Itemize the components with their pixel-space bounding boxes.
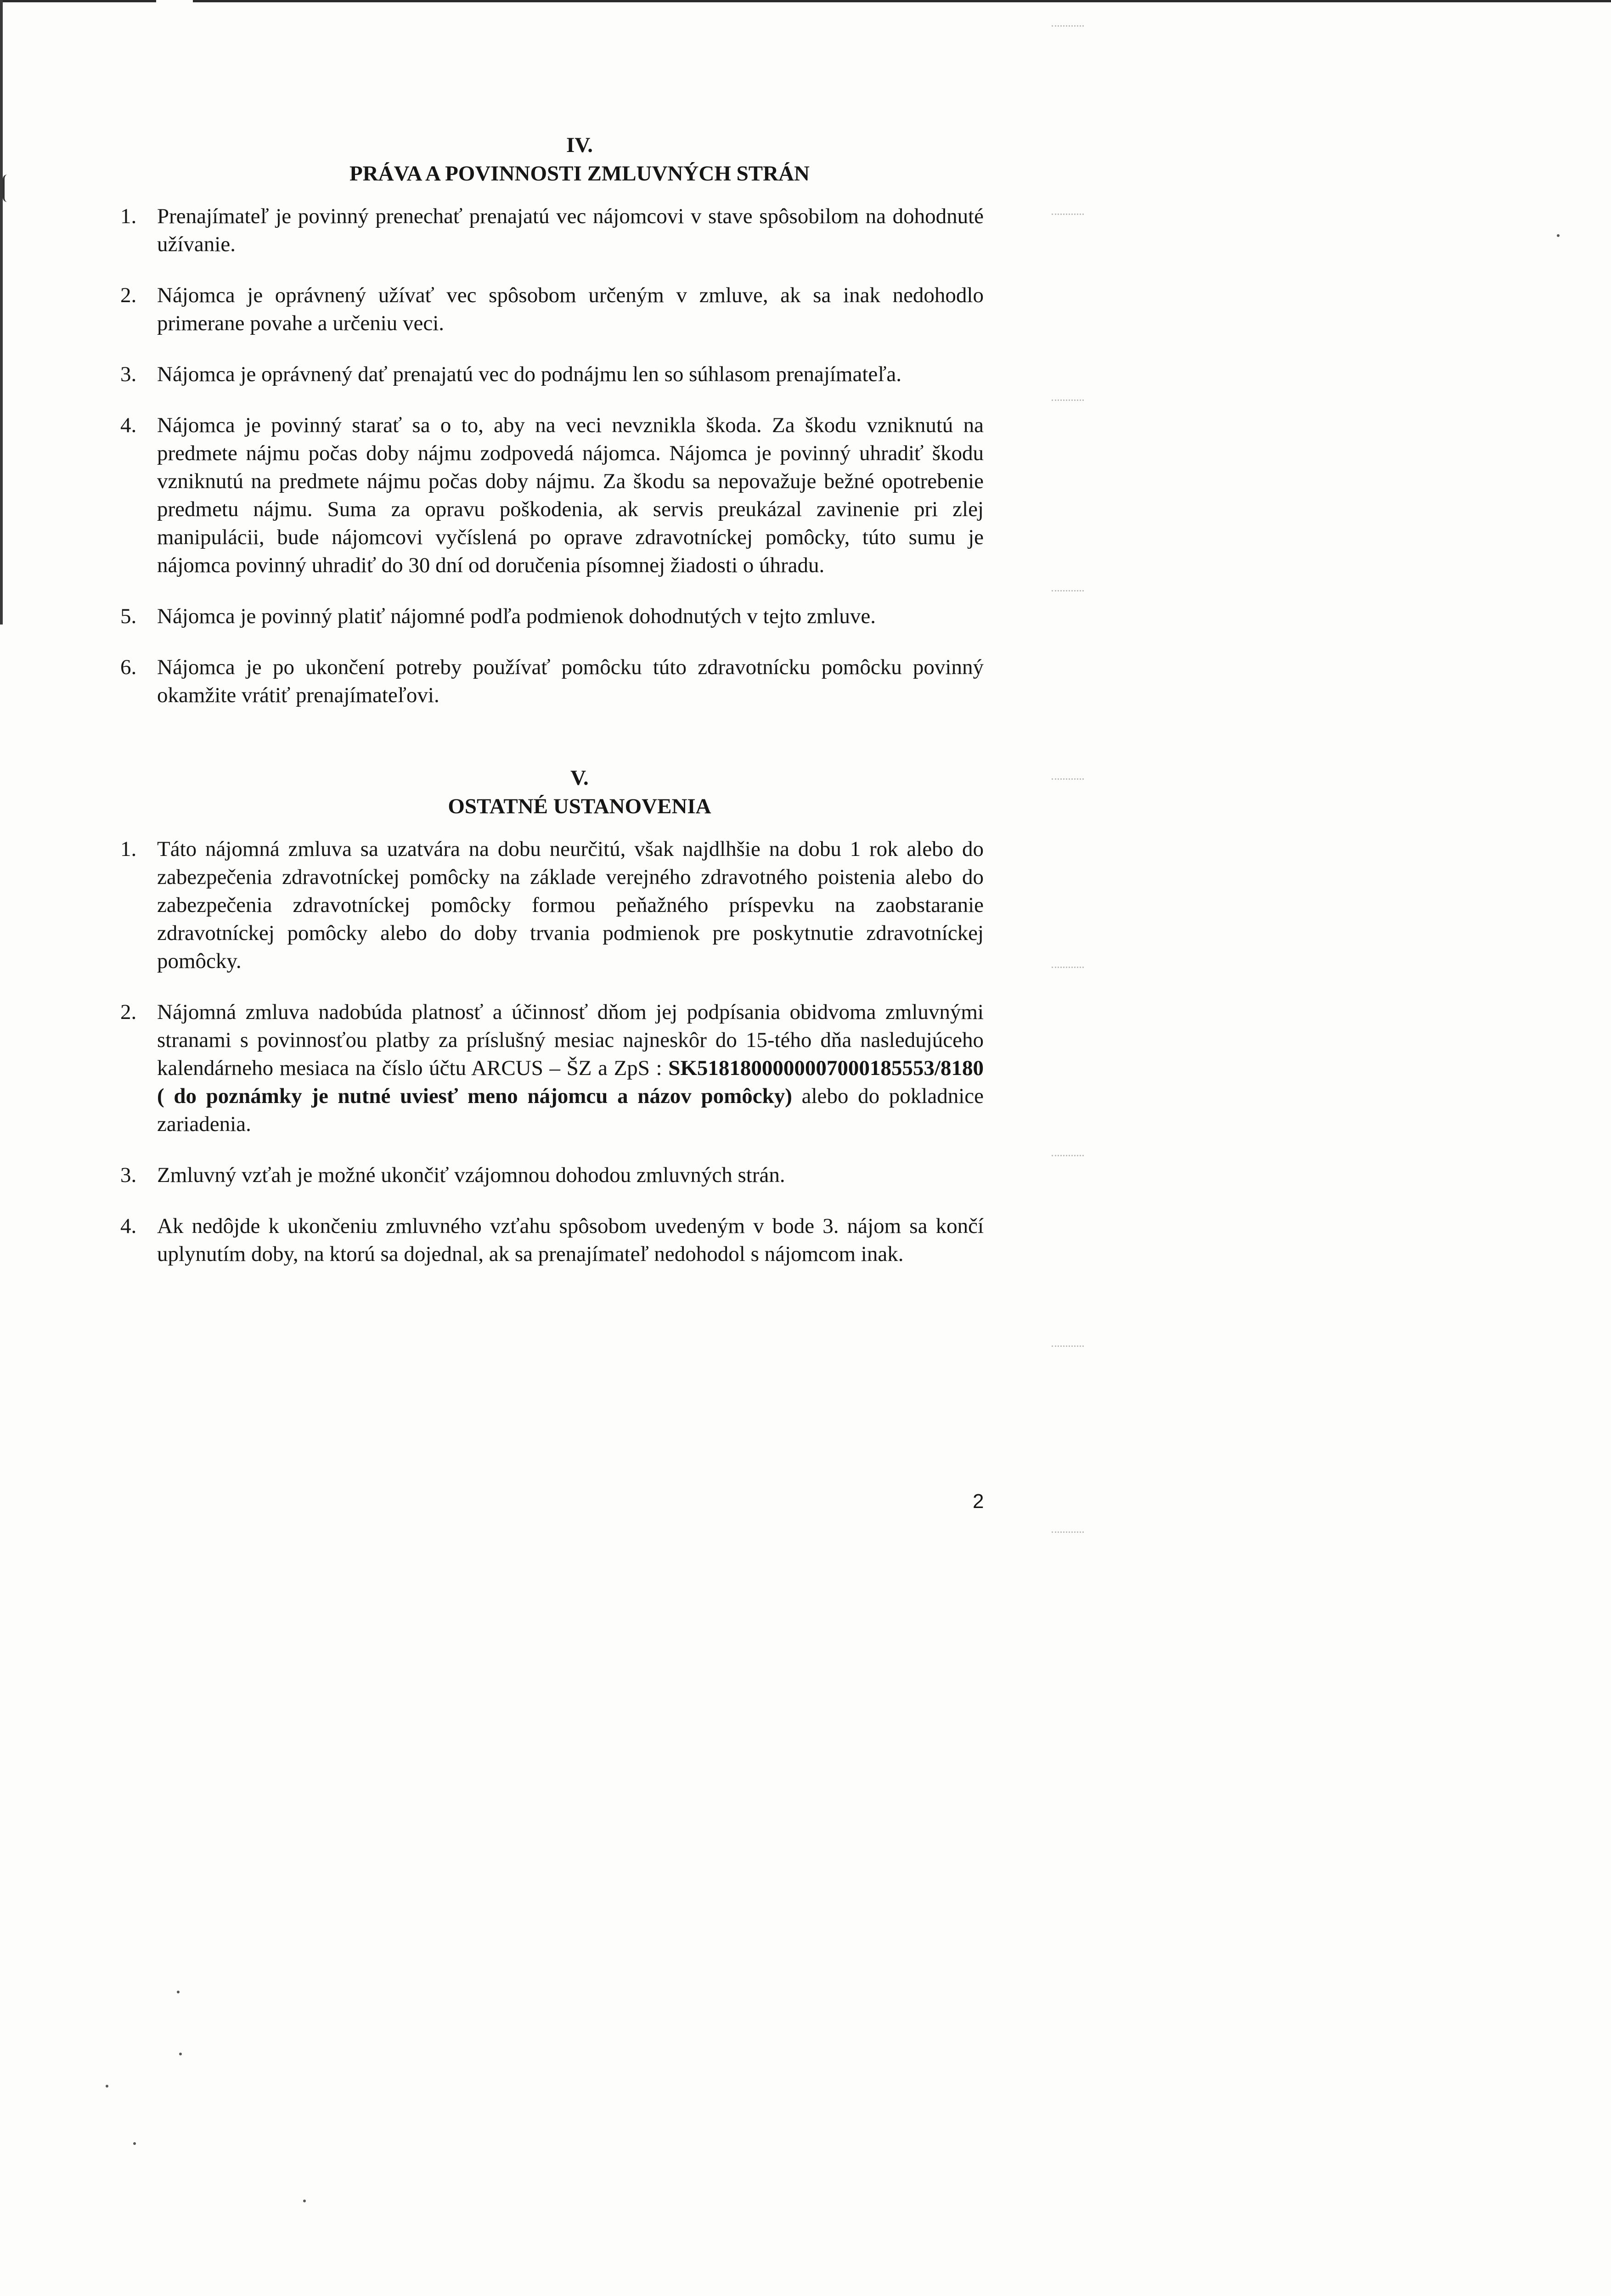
clause [120, 411, 984, 580]
scan-speck [1052, 967, 1084, 971]
scan-speck [1052, 778, 1084, 782]
scan-speck [1052, 400, 1084, 404]
clause [120, 203, 984, 259]
scan-dot [177, 1991, 180, 1993]
scan-top-border [0, 0, 1611, 2]
scan-speck [1052, 1345, 1084, 1350]
clause-text: Nájomca je povinný starať sa o to, aby na veci nevznikla škoda. Za škodu vzniknutú na predmete nájmu počas doby nájmu zodpovedá nájomca. Nájomca je povinný uhradiť škodu vzniknutú na predmete nájmu počas doby nájmu. Za škodu sa nepovažuje bežné opotrebenie predmetu nájmu. Suma za opravu poškodenia, ak servis preukázal zavinenie pri zlej manipulácii, bude nájomcovi vyčíslená po oprave zdravotníckej pomôcky, túto sumu je nájomca povinný uhradiť do 30 dní od doručenia písomnej žiadosti o úhradu. [157, 413, 984, 577]
clause-text: Prenajímateľ je povinný prenechať prenajatú vec nájomcovi v stave spôsobilom na dohodnuté užívanie. [157, 204, 984, 256]
scan-dot [179, 2053, 182, 2055]
clause-text: Nájomca je oprávnený dať prenajatú vec do podnájmu len so súhlasom prenajímateľa. [157, 362, 901, 386]
section-iv [120, 131, 984, 709]
clause-text: Nájomná zmluva nadobúda platnosť a účinnosť dňom jej podpísania obidvoma zmluvnými stranami s povinnosťou platby za príslušný mesiac najneskôr do 15-tého dňa nasledujúceho kalendárneho mesiaca na číslo účtu ARCUS – ŠZ a ZpS : [157, 1000, 984, 1080]
clause [120, 281, 984, 338]
clause-number: 6. [120, 655, 137, 679]
clause-number: 4. [120, 413, 137, 437]
section-v-heading [120, 764, 984, 821]
scan-speck [1052, 214, 1084, 218]
scan-speck [1052, 1155, 1084, 1159]
clause-number: 3. [120, 362, 137, 386]
clause-number: 2. [120, 1000, 137, 1024]
scan-dot [133, 2142, 136, 2145]
clause-text: Nájomca je po ukončení potreby používať pomôcku túto zdravotnícku pomôcku povinný okamžite vrátiť prenajímateľovi. [157, 655, 984, 707]
clause [120, 653, 984, 709]
section-title: OSTATNÉ USTANOVENIA [448, 794, 711, 818]
section-iv-heading [120, 131, 984, 188]
clause [120, 1161, 984, 1189]
clause-text-end: alebo do pokladnice zariadenia. [157, 1084, 984, 1136]
clause-number: 4. [120, 1214, 137, 1238]
scan-left-edge [0, 0, 3, 625]
scan-speck [1052, 590, 1084, 594]
section-number: IV. [566, 133, 593, 157]
clause-number: 1. [120, 837, 137, 861]
clause [120, 360, 984, 388]
document-page [120, 131, 984, 1291]
section-iv-items [120, 203, 984, 709]
clause-number: 3. [120, 1163, 137, 1187]
clause-text: Táto nájomná zmluva sa uzatvára na dobu neurčitú, však najdlhšie na dobu 1 rok alebo do zabezpečenia zdravotníckej pomôcky na základe verejného zdravotného poistenia alebo do zabezpečenia zdravotníckej pomôcky formou peňažného príspevku na zaobstaranie zdravotníckej pomôcky alebo do doby trvania podmienok pre poskytnutie zdravotníckej pomôcky. [157, 837, 984, 973]
clause [120, 835, 984, 975]
scan-dot [303, 2200, 306, 2202]
scan-dot [1557, 234, 1560, 237]
section-v [120, 764, 984, 1268]
clause-number: 1. [120, 204, 137, 228]
section-v-items [120, 835, 984, 1268]
scan-top-border-gap [156, 0, 193, 2]
section-number: V. [570, 766, 589, 790]
clause-text: Nájomca je povinný platiť nájomné podľa podmienok dohodnutých v tejto zmluve. [157, 604, 876, 628]
page-number: 2 [973, 1490, 984, 1513]
bank-account-note: SK5181800000007000185553/8180 ( do poznámky je nutné uviesť meno nájomcu a názov pomôcky) [157, 1056, 984, 1108]
scan-dot [106, 2085, 108, 2088]
scan-left-curl [3, 174, 9, 202]
scan-speck [1052, 1531, 1084, 1536]
clause-number: 2. [120, 283, 137, 307]
clause-text: Nájomca je oprávnený užívať vec spôsobom určeným v zmluve, ak sa inak nedohodlo primerane povahe a určeniu veci. [157, 283, 984, 335]
scan-speck [1052, 25, 1084, 29]
clause-number: 5. [120, 604, 137, 628]
section-title: PRÁVA A POVINNOSTI ZMLUVNÝCH STRÁN [349, 162, 810, 186]
clause-text: Zmluvný vzťah je možné ukončiť vzájomnou dohodou zmluvných strán. [157, 1163, 785, 1187]
clause [120, 1212, 984, 1268]
clause-text: Ak nedôjde k ukončeniu zmluvného vzťahu spôsobom uvedeným v bode 3. nájom sa končí uplynutím doby, na ktorú sa dojednal, ak sa prenajímateľ nedohodol s nájomcom inak. [157, 1214, 984, 1266]
clause [120, 998, 984, 1138]
clause [120, 602, 984, 630]
